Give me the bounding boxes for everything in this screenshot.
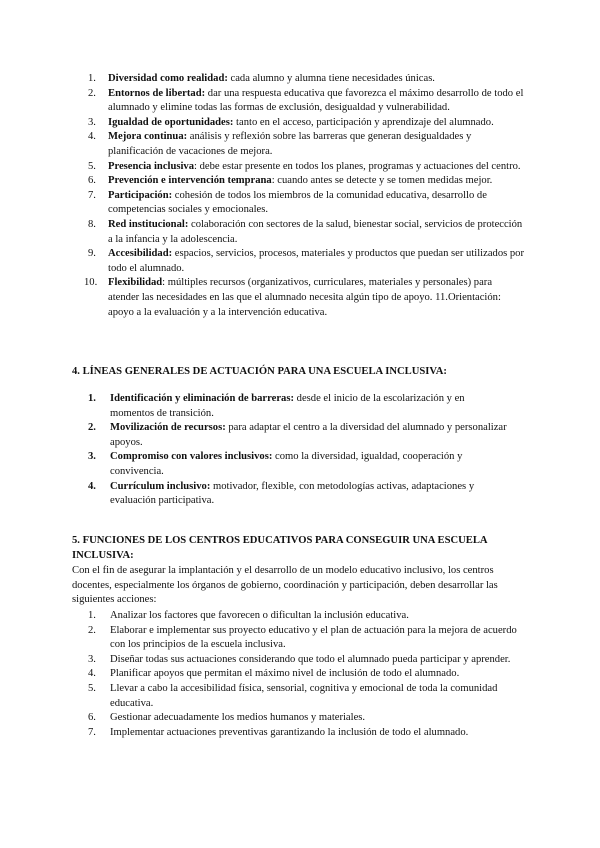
item-text: : múltiples recursos (organizativos, curriculares, materiales y personales) para atender las necesidades en las que el alumnado necesita algún tipo de apoyo. 11.Orientación: apoyo a la evaluación y a la intervención educativa. bbox=[108, 277, 501, 318]
item-text: para adaptar el centro a la diversidad del alumnado y personalizar apoyos. bbox=[110, 422, 507, 448]
list-item bbox=[88, 624, 524, 653]
item-number: 1. bbox=[88, 610, 96, 621]
item-number: 5. bbox=[88, 682, 96, 694]
item-number: 7. bbox=[88, 726, 96, 738]
item-number: 9. bbox=[88, 248, 96, 260]
list-item bbox=[88, 667, 524, 682]
item-term: Movilización de recursos: bbox=[110, 422, 226, 434]
item-term: Participación: bbox=[108, 189, 173, 201]
list-item bbox=[88, 160, 524, 175]
item-term: Prevención e intervención temprana bbox=[108, 175, 272, 187]
center-functions-list bbox=[88, 609, 524, 740]
item-text: Planificar apoyos que permitan el máximo nivel de inclusión de todo el alumnado. bbox=[110, 668, 460, 680]
list-item bbox=[88, 130, 524, 159]
list-item bbox=[84, 276, 524, 320]
item-text: Elaborar e implementar sus proyecto educativo y el plan de actuación para la mejora de acuerdo con los principios de la escuela inclusiva. bbox=[110, 624, 517, 651]
item-number: 7. bbox=[88, 189, 96, 201]
item-term: Entornos de libertad: bbox=[108, 87, 206, 99]
item-term: Diversidad como realidad: bbox=[108, 73, 228, 84]
list-item bbox=[88, 87, 524, 116]
list-item bbox=[88, 218, 524, 247]
list-item bbox=[88, 682, 524, 711]
item-term: Currículum inclusivo: bbox=[110, 480, 211, 492]
item-text: desde el inicio de la escolarización y en momentos de transición. bbox=[110, 393, 465, 419]
item-text: Analizar los factores que favorecen o dificultan la inclusión educativa. bbox=[110, 610, 409, 621]
item-text: : debe estar presente en todos los planes, programas y actuaciones del centro. bbox=[194, 160, 521, 172]
item-number: 4. bbox=[88, 668, 96, 680]
item-text: cada alumno y alumna tiene necesidades únicas. bbox=[227, 73, 435, 84]
list-item bbox=[88, 450, 508, 479]
list-item bbox=[88, 392, 508, 421]
list-item bbox=[88, 247, 524, 276]
principles-list bbox=[84, 72, 525, 320]
item-number: 4. bbox=[88, 480, 96, 492]
item-number: 4. bbox=[88, 131, 96, 143]
list-item bbox=[88, 174, 524, 189]
item-term: Identificación y eliminación de barreras: bbox=[110, 393, 294, 404]
item-number: 1. bbox=[88, 393, 96, 404]
action-lines-list bbox=[88, 392, 508, 509]
item-number: 2. bbox=[88, 624, 96, 636]
list-item bbox=[88, 609, 524, 624]
item-number: 5. bbox=[88, 160, 96, 172]
list-item bbox=[88, 116, 524, 131]
item-text: como la diversidad, igualdad, cooperación y convivencia. bbox=[110, 451, 463, 477]
item-term: Presencia inclusiva bbox=[108, 160, 195, 172]
list-item bbox=[88, 480, 508, 509]
item-text: espacios, servicios, procesos, materiales y productos que puedan ser utilizados por todo el alumnado. bbox=[108, 248, 525, 274]
item-text: análisis y reflexión sobre las barreras que generan desigualdades y planificación de vacaciones de mejora. bbox=[108, 131, 472, 157]
section-5-heading: 5. FUNCIONES DE LOS CENTROS EDUCATIVOS PARA CONSEGUIR UNA ESCUELA INCLUSIVA: bbox=[72, 535, 487, 561]
item-text: Diseñar todas sus actuaciones considerando que todo el alumnado pueda participar y aprender. bbox=[110, 653, 511, 665]
item-number: 8. bbox=[88, 218, 96, 230]
list-item bbox=[88, 726, 524, 741]
item-text: cohesión de todos los miembros de la comunidad educativa, desarrollo de competencias sociales y emocionales. bbox=[108, 189, 487, 216]
item-number: 10. bbox=[84, 277, 98, 289]
item-number: 3. bbox=[88, 653, 96, 665]
item-number: 1. bbox=[88, 73, 96, 84]
list-item bbox=[88, 72, 524, 87]
item-number: 2. bbox=[88, 87, 96, 99]
item-number: 3. bbox=[88, 451, 96, 463]
item-term: Flexibilidad bbox=[108, 277, 163, 289]
section-5-intro: Con el fin de asegurar la implantación y el desarrollo de un modelo educativo inclusivo, los centros docentes, especialmente los órganos de gobierno, coordinación y participación, deben desarrollar las siguientes acciones: bbox=[72, 565, 498, 606]
item-text: Llevar a cabo la accesibilidad física, sensorial, cognitiva y emocional de toda la comunidad educativa. bbox=[110, 682, 498, 709]
item-term: Compromiso con valores inclusivos: bbox=[110, 451, 273, 463]
item-text: tanto en el acceso, participación y aprendizaje del alumnado. bbox=[233, 116, 494, 128]
list-item bbox=[88, 711, 524, 726]
item-text: Gestionar adecuadamente los medios humanos y materiales. bbox=[110, 712, 366, 724]
item-term: Red institucional: bbox=[108, 218, 189, 230]
item-number: 6. bbox=[88, 712, 96, 724]
list-item bbox=[88, 189, 524, 218]
list-item bbox=[88, 421, 508, 450]
item-text: motivador, flexible, con metodologías activas, adaptaciones y evaluación participativa. bbox=[110, 480, 475, 507]
item-text: colaboración con sectores de la salud, bienestar social, servicios de protección a la infancia y la adolescencia. bbox=[108, 218, 523, 245]
item-number: 6. bbox=[88, 175, 96, 187]
item-term: Igualdad de oportunidades: bbox=[108, 116, 234, 128]
item-term: Accesibilidad: bbox=[108, 248, 173, 260]
item-text: : cuando antes se detecte y se tomen medidas mejor. bbox=[271, 175, 493, 187]
item-number: 2. bbox=[88, 422, 96, 434]
list-item bbox=[88, 653, 524, 668]
item-text: Implementar actuaciones preventivas garantizando la inclusión de todo el alumnado. bbox=[110, 726, 469, 738]
item-number: 3. bbox=[88, 116, 96, 128]
item-term: Mejora continua: bbox=[108, 131, 188, 143]
item-text: dar una respuesta educativa que favorezca el máximo desarrollo de todo el alumnado y elimine todas las formas de exclusión, desigualdad y vulnerabilidad. bbox=[108, 87, 524, 114]
section-4-heading: 4. LÍNEAS GENERALES DE ACTUACIÓN PARA UNA ESCUELA INCLUSIVA: bbox=[72, 366, 447, 377]
